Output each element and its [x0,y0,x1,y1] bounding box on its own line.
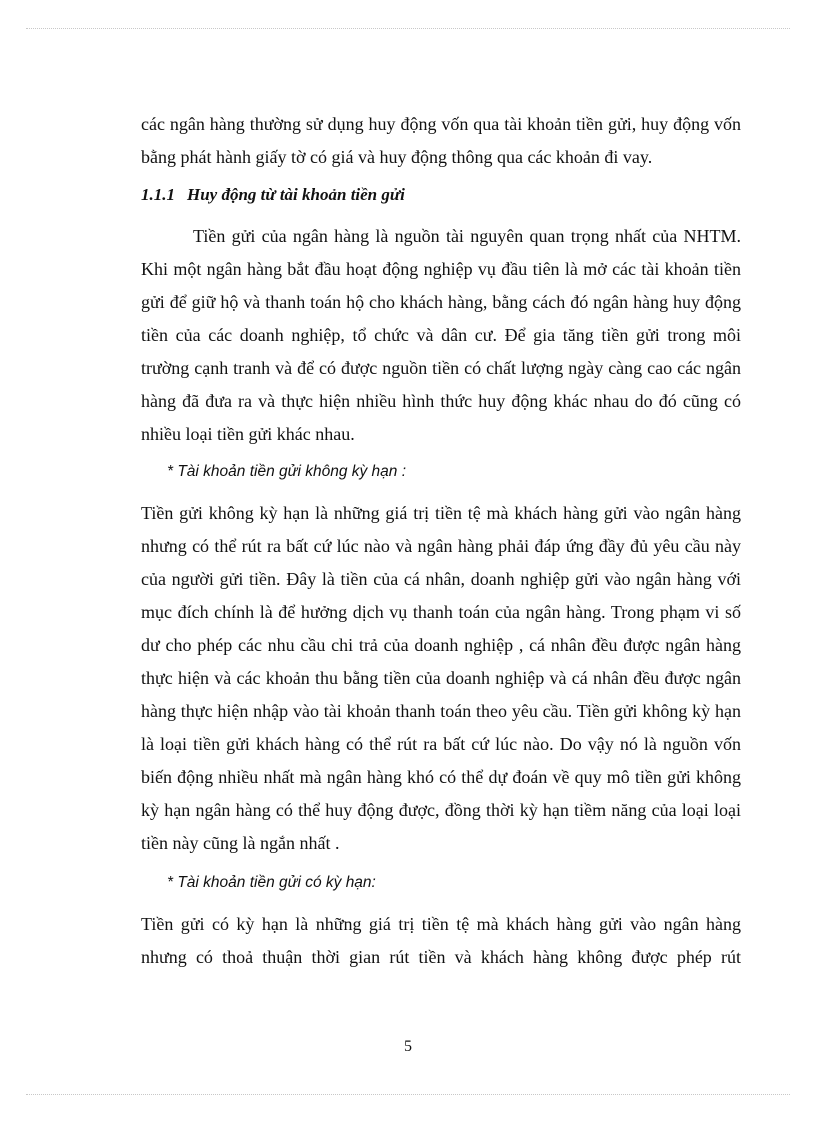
section-title: Huy động từ tài khoản tiền gửi [187,185,405,204]
subsection-heading-demand-deposit: * Tài khoản tiền gửi không kỳ hạn : [167,463,407,480]
section-paragraph: Tiền gửi của ngân hàng là nguồn tài nguyên quan trọng nhất của NHTM. Khi một ngân hàng bắt đầu hoạt động nghiệp vụ đầu tiên là mở các tài khoản tiền gửi để giữ hộ và thanh toán hộ cho khách hàng, bằng cách đó ngân hàng huy động tiền của các doanh nghiệp, tổ chức và dân cư. Để gia tăng tiền gửi trong môi trường cạnh tranh và để có được nguồn tiền có chất lượng ngày càng cao các ngân hàng đã đưa ra và thực hiện nhiều hình thức huy động khác nhau do đó cũng có nhiều loại tiền gửi khác nhau. [141,226,741,444]
subsection-heading-term-deposit: * Tài khoản tiền gửi có kỳ hạn: [167,874,376,891]
subsection-paragraph-term-deposit: Tiền gửi có kỳ hạn là những giá trị tiền tệ mà khách hàng gửi vào ngân hàng nhưng có thoả thuận thời gian rút tiền và khách hàng không được phép rút [141,914,741,967]
intro-paragraph: các ngân hàng thường sử dụng huy động vốn qua tài khoản tiền gửi, huy động vốn bằng phát hành giấy tờ có giá và huy động thông qua các khoản đi vay. [141,114,741,167]
page-number: 5 [404,1038,412,1055]
section-heading [141,180,741,210]
bottom-dotted-rule [26,1094,790,1095]
section-number: 1.1.1 [141,185,175,204]
subsection-paragraph-demand-deposit: Tiền gửi không kỳ hạn là những giá trị tiền tệ mà khách hàng gửi vào ngân hàng nhưng có thể rút ra bất cứ lúc nào và ngân hàng phải đáp ứng đầy đủ yêu cầu này của người gửi tiền. Đây là tiền của cá nhân, doanh nghiệp gửi vào ngân hàng với mục đích chính là để hưởng dịch vụ thanh toán của ngân hàng. Trong phạm vi số dư cho phép các nhu cầu chi trả của doanh nghiệp , cá nhân đều được ngân hàng thực hiện và các khoản thu bằng tiền của doanh nghiệp và cá nhân đều được ngân hàng thực hiện nhập vào tài khoản thanh toán theo yêu cầu. Tiền gửi không kỳ hạn là loại tiền gửi khách hàng có thể rút ra bất cứ lúc nào. Do vậy nó là nguồn vốn biến động nhiều nhất mà ngân hàng khó có thể dự đoán về quy mô tiền gửi không kỳ hạn ngân hàng có thể huy động được, đồng thời kỳ hạn tiềm năng của loại loại tiền này cũng là ngắn nhất . [141,503,741,853]
page-content [141,108,741,974]
top-dotted-rule [26,28,790,29]
